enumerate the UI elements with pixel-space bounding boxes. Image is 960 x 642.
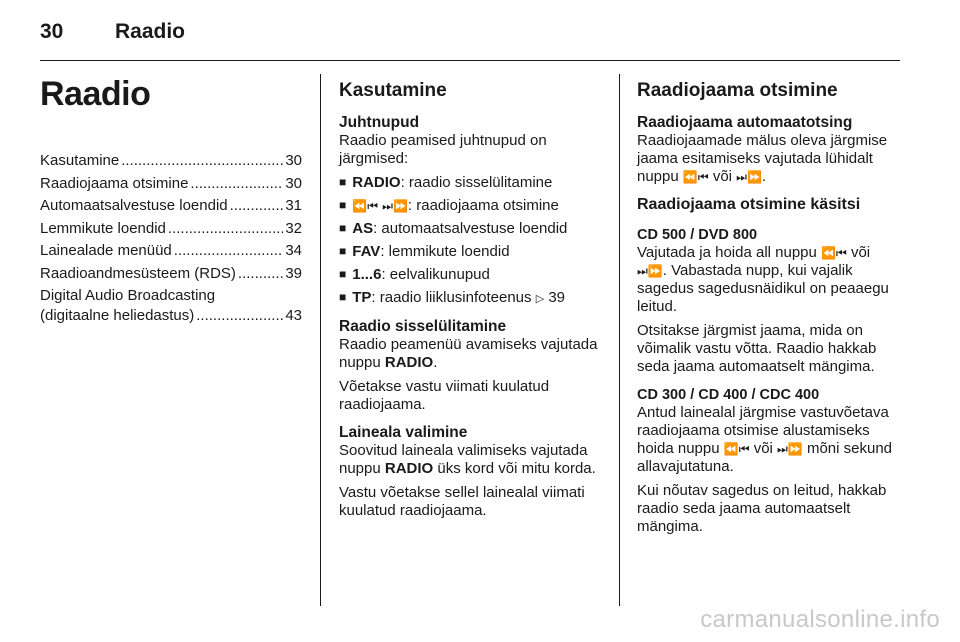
cd300-block [637,386,903,536]
key-label: 1...6 [352,266,382,283]
bullet-square-icon: ■ [339,290,347,304]
bullet-fav [339,243,605,261]
key-label: TP [352,289,372,306]
bullet-text: : automaatsalvestuse loendid [373,220,568,237]
bullet-text: : eelvalikunupud [381,266,490,283]
toc-dot-leader [168,218,283,239]
toc-entry-dab[interactable] [40,286,302,326]
bullet-square-icon: ■ [339,221,347,235]
seek-back-icon: ⏪⏮ [352,199,378,213]
cd500-paragraph-1: Vajutada ja hoida all nuppu ⏪⏮ või ⏭⏩. Vabastada nupp, kui vajalik sagedus sagedusnäidikul on peaaegu leitud. [637,244,889,315]
auto-search-paragraph: Raadiojaamade mälus oleva järgmise jaama esitamiseks vajutada lühidalt nuppu ⏪⏮ või ⏭⏩. [637,132,888,185]
toc-entry-text: Kasutamine [40,152,120,169]
subheading-band-select: Laineala valimine [339,424,468,441]
band-select-block [339,424,605,520]
section-heading-kasutamine: Kasutamine [339,80,447,101]
model-heading-cd300: CD 300 / CD 400 / CDC 400 [637,387,820,403]
seek-back-icon: ⏪⏮ [821,246,847,260]
controls-block [339,114,605,308]
bullet-tp [339,289,605,308]
bullet-text: : raadio sisselülitamine [400,174,553,191]
auto-search-block [637,114,903,186]
bullet-text: : lemmikute loendid [380,243,510,260]
band-select-paragraph-2: Vastu võetakse sellel lainealal viimati kuulatud raadiojaama. [339,484,585,519]
column-divider-1 [320,74,321,606]
key-label: RADIO [352,174,401,191]
toc-dot-leader [196,305,283,326]
seek-back-icon: ⏪⏮ [682,170,709,184]
toc-entry-text: Lemmikute loendid [40,219,166,237]
toc-dot-leader [238,263,283,284]
page-header [40,20,900,60]
toc-page-number: 30 [285,174,302,192]
toc-entry-text: Raadiojaama otsimine [40,174,189,192]
toc-entry[interactable] [40,195,302,216]
toc-entry-line: Digital Audio Broadcasting [40,286,216,304]
page-reference-arrow-icon: ▷ [535,292,545,305]
section-heading-station-search: Raadiojaama otsimine [637,80,838,101]
controls-intro: Raadio peamised juhtnupud on järgmised: [339,132,547,167]
toc-dot-leader [230,195,284,216]
toc-entry[interactable] [40,240,302,261]
toc-page-number: 31 [285,197,302,214]
toc-entry-text: Automaatsalvestuse loendid [40,197,228,214]
bullet-radio [339,174,605,192]
toc-entry[interactable] [40,263,302,284]
seek-forward-icon: ⏭⏩ [382,199,408,213]
radio-on-block [339,318,605,414]
key-label: FAV [352,243,381,260]
column-usage [339,72,605,530]
toc-entry-text: Raadioandmesüsteem (RDS) [40,264,236,282]
column-divider-2 [619,74,620,606]
subheading-manual-search: Raadiojaama otsimine käsitsi [637,196,861,213]
running-title: Raadio [115,20,186,43]
subheading-radio-on: Raadio sisselülitamine [339,318,507,335]
toc-page-number: 32 [285,219,302,237]
watermark: carmanualsonline.info [700,606,940,633]
bullet-square-icon: ■ [339,267,347,281]
band-select-paragraph-1: Soovitud laineala valimiseks vajutada nuppu RADIO üks kord või mitu korda. [339,442,596,477]
radio-on-paragraph-1: Raadio peamenüü avamiseks vajutada nuppu RADIO. [339,336,598,371]
toc-entry[interactable] [40,150,302,171]
toc-entry[interactable] [40,173,302,194]
toc-entry[interactable] [40,218,302,239]
cd300-paragraph-2: Kui nõutav sagedus on leitud, hakkab raadio seda jaama automaatselt mängima. [637,482,887,535]
toc-page-number: 39 [285,264,302,282]
bullet-seek [339,197,605,215]
header-rule [40,60,900,61]
toc-page-number: 34 [285,242,302,259]
column-station-search [637,72,903,546]
toc-list [40,150,302,284]
bullet-square-icon: ■ [339,198,347,212]
model-heading-cd500: CD 500 / DVD 800 [637,227,758,243]
bullet-as [339,220,605,238]
page-reference-link[interactable]: 39 [548,289,566,306]
cd500-paragraph-2: Otsitakse järgmist jaama, mida on võimalik vastu võtta. Raadio hakkab seda jaama automaatselt mängima. [637,322,877,375]
cd500-block [637,226,903,376]
toc-page-number: 43 [285,306,302,324]
seek-back-icon: ⏪⏮ [723,442,750,456]
bullet-presets [339,266,605,284]
chapter-title: Raadio [40,75,151,113]
radio-on-paragraph-2: Võetakse vastu viimati kuulatud raadiojaama. [339,378,550,413]
toc-dot-leader [174,240,284,261]
bullet-square-icon: ■ [339,175,347,189]
chapter-toc [40,72,302,326]
toc-entry-line: (digitaalne heliedastus) [40,306,195,324]
bullet-square-icon: ■ [339,244,347,258]
toc-dot-leader [190,173,283,194]
subheading-auto-search: Raadiojaama automaatotsing [637,114,853,131]
toc-entry-text: Lainealade menüüd [40,242,172,259]
key-label: AS [352,220,374,237]
toc-page-number: 30 [285,152,302,169]
seek-forward-icon: ⏭⏩ [777,442,803,456]
seek-forward-icon: ⏭⏩ [637,264,663,278]
page-number: 30 [40,20,64,43]
bullet-text: : raadio liiklusinfoteenus [371,289,532,306]
toc-dot-leader [121,150,283,171]
subheading-controls: Juhtnupud [339,114,420,131]
cd300-paragraph-1: Antud lainealal järgmise vastuvõetava raadiojaama otsimise alustamiseks hoida nuppu ⏪⏮ või ⏭⏩ mõni sekund allavajutatuna. [637,404,893,475]
bullet-text: : raadiojaama otsimine [407,197,559,214]
seek-forward-icon: ⏭⏩ [736,170,762,184]
